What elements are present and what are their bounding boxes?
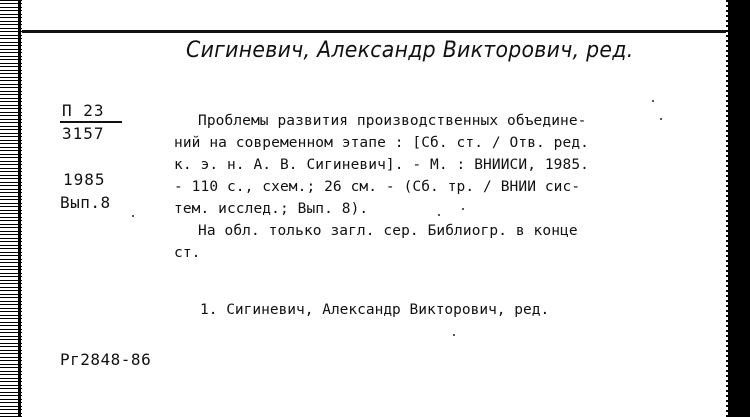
scan-right-edge [728, 0, 750, 417]
call-number-divider [60, 121, 122, 123]
call-number-bottom: 3157 [62, 124, 105, 143]
description-line: На обл. только загл. сер. Библиогр. в конце [198, 223, 578, 239]
scan-speck [438, 214, 440, 216]
scan-speck [453, 334, 455, 336]
card-top-border [22, 30, 728, 33]
card-heading: Сигиневич, Александр Викторович, ред. [186, 38, 634, 63]
scan-speck [652, 100, 654, 102]
description-line: ний на современном этапе : [Сб. ст. / Отв. ред. [174, 135, 589, 151]
description-line: - 110 с., схем.; 26 см. - (Сб. тр. / ВНИИ сис- [174, 179, 581, 195]
issue-number: Вып.8 [60, 193, 111, 212]
scan-speck [462, 208, 464, 210]
description-line: к. э. н. А. В. Сигиневич]. - М. : ВНИИСИ, 1985. [174, 157, 589, 173]
description-line: ст. [174, 245, 201, 261]
publication-year: 1985 [63, 170, 106, 189]
scan-left-border [18, 0, 21, 417]
added-entry-tracing: 1. Сигиневич, Александр Викторович, ред. [200, 302, 550, 318]
registration-number: Рг2848-86 [60, 350, 152, 369]
description-line: Проблемы развития производственных объедине- [198, 113, 587, 129]
description-line: тем. исслед.; Вып. 8). [174, 201, 369, 217]
scan-speck [660, 118, 662, 120]
card-top-band [22, 0, 728, 31]
call-number-top: П 23 [62, 101, 105, 120]
scan-speck [132, 215, 134, 217]
